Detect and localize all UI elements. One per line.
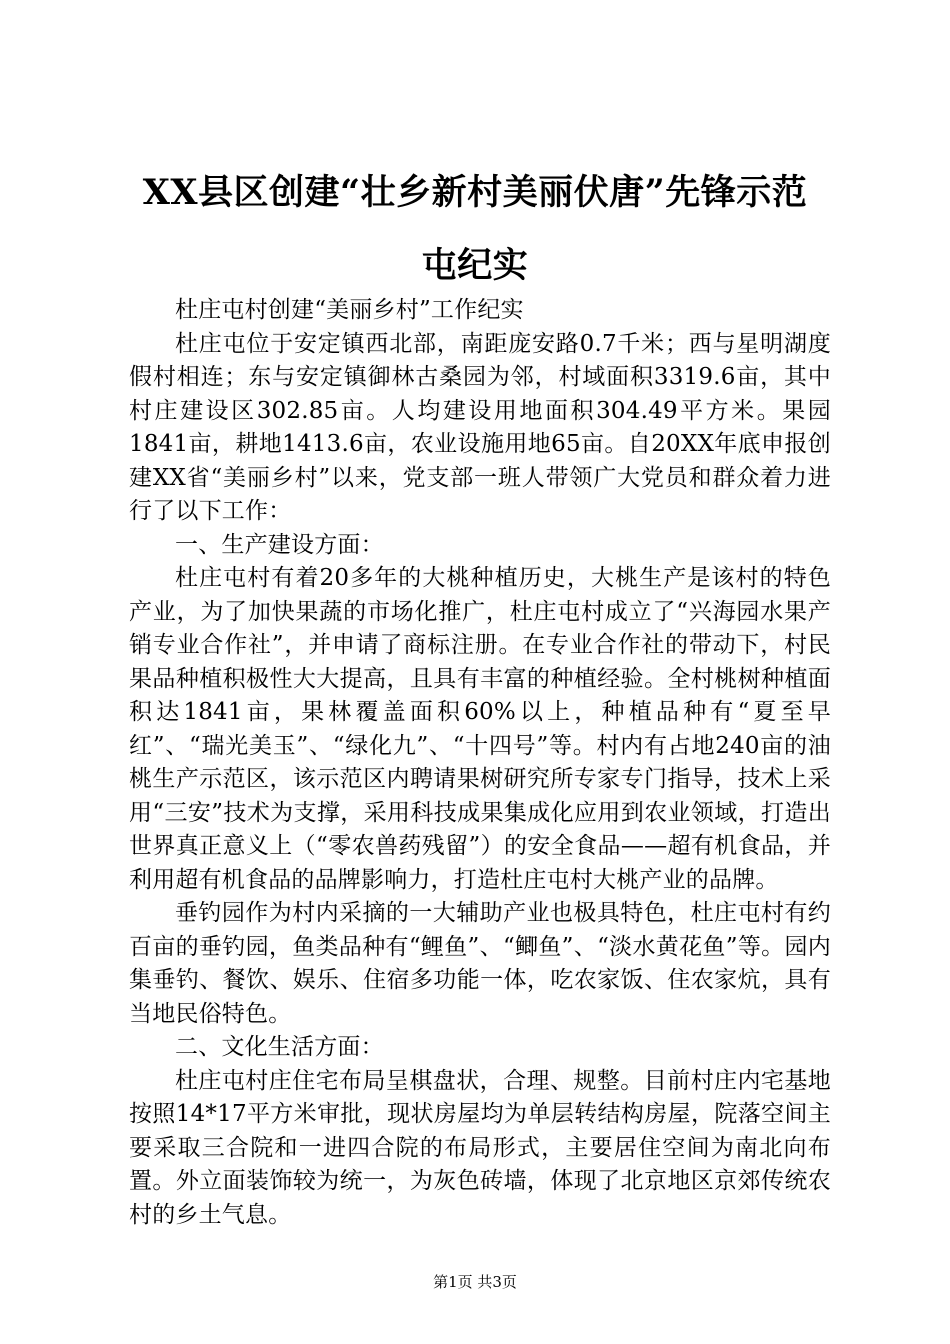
section-heading-production: 一、生产建设方面： xyxy=(175,531,384,558)
document-body xyxy=(129,294,831,1232)
page-title-line-2: 屯纪实 xyxy=(421,245,529,286)
intro-paragraph: 杜庄屯位于安定镇西北部，南距庞安路0.7千米；西与星明湖度假村相连；东与安定镇御林古桑园为邻，村域面积3319.6亩，其中村庄建设区302.85亩。人均建设用地面积304.49平方米。果园1841亩，耕地1413.6亩，农业设施用地65亩。自20XX年底申报创建XX省“美丽乡村”以来，党支部一班人带领广大党员和群众着力进行了以下工作： xyxy=(129,330,831,524)
page-title-line-1: XX县区创建“壮乡新村美丽伏唐”先锋示范 xyxy=(142,172,808,213)
subtitle-paragraph: 杜庄屯村创建“美丽乡村”工作纪实 xyxy=(175,297,524,323)
culture-paragraph: 杜庄屯村庄住宅布局呈棋盘状，合理、规整。目前村庄内宅基地按照14*17平方米审批，现状房屋均为单层转结构房屋，院落空间主要采取三合院和一进四合院的布局形式，主要居住空间为南北向布置。外立面装饰较为统一，为灰色砖墙，体现了北京地区京郊传统农村的乡土气息。 xyxy=(129,1067,831,1228)
page-title xyxy=(110,156,840,302)
section-heading-culture: 二、文化生活方面： xyxy=(175,1034,384,1060)
page-indicator: 第1页 共3页 xyxy=(433,1273,517,1291)
fishing-paragraph: 垂钓园作为村内采摘的一大辅助产业也极具特色，杜庄屯村有约百亩的垂钓园，鱼类品种有“鲤鱼”、“鲫鱼”、“淡水黄花鱼”等。园内集垂钓、餐饮、娱乐、住宿多功能一体，吃农家饭、住农家炕，具有当地民俗特色。 xyxy=(129,900,831,1027)
production-paragraph: 杜庄屯村有着20多年的大桃种植历史，大桃生产是该村的特色产业，为了加快果蔬的市场化推广，杜庄屯村成立了“兴海园水果产销专业合作社”，并申请了商标注册。在专业合作社的带动下，村民果品种植积极性大大提高，且具有丰富的种植经验。全村桃树种植面积达1841亩，果林覆盖面积60%以上，种植品种有“夏至早红”、“瑞光美玉”、“绿化九”、“十四号”等。村内有占地240亩的油桃生产示范区，该示范区内聘请果树研究所专家专门指导，技术上采用“三安”技术为支撑，采用科技成果集成化应用到农业领域，打造出世界真正意义上（“零农兽药残留”）的安全食品——超有机食品，并利用超有机食品的品牌影响力，打造杜庄屯村大桃产业的品牌。 xyxy=(129,565,831,893)
